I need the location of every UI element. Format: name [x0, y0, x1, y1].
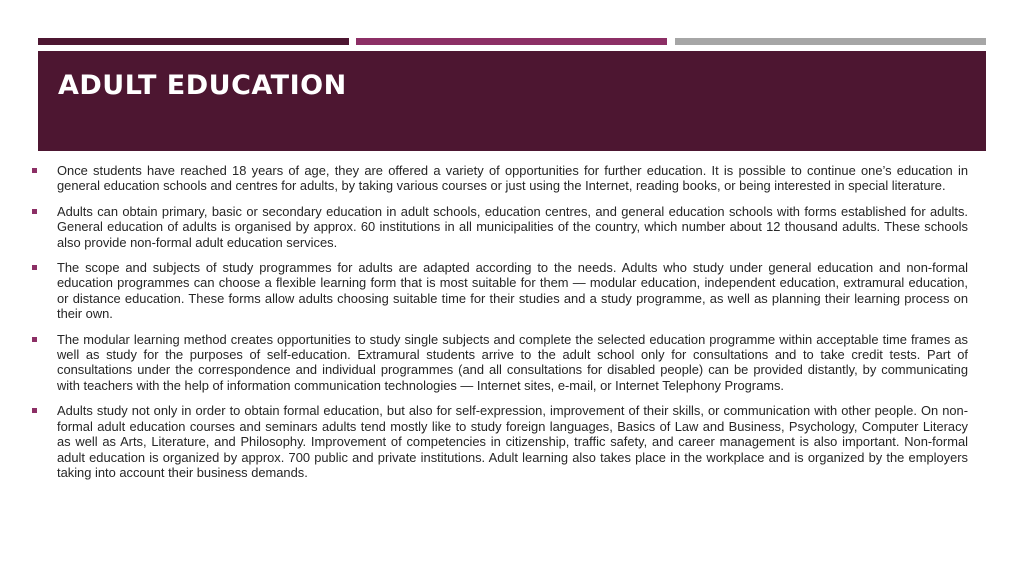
bullet-list: [30, 163, 968, 490]
square-bullet-icon: [32, 337, 37, 342]
bullet-text: The scope and subjects of study programmes for adults are adapted according to the needs. Adults who study under general education and non-formal education programmes can choose a flexible learning form that is most suitable for them — modular education, independent education, extramural education, or distance education. These forms allow adults choosing suitable time for their studies and a study programme, as well as planning their learning process on their own.: [57, 260, 968, 322]
bullet-text: Adults can obtain primary, basic or secondary education in adult schools, education centres, and general education schools with forms established for adults. General education of adults is organised by approx. 60 institutions in all municipalities of the country, which number about 12 thousand adults. These schools also provide non-formal adult education services.: [57, 203, 968, 250]
bullet-text: Once students have reached 18 years of age, they are offered a variety of opportunities for further education. It is possible to continue one’s education in general education schools and centres for adults, by taking various courses or just using the Internet, reading books, or being interested in special literature.: [57, 163, 968, 194]
square-bullet-icon: [32, 265, 37, 270]
bullet-item: [30, 204, 968, 250]
bullet-item: [30, 403, 968, 480]
slide-title: ADULT EDUCATION: [58, 70, 347, 101]
bullet-text: The modular learning method creates opportunities to study single subjects and complete the selected education programme within acceptable time frames as well as study for the purposes of self-education. Extramural students arrive to the adult school only for consultations and to take credit tests. Part of consultations under the correspondence and individual programmes (and all consultations for disabled people) can be provided distantly, by communicating with teachers with the help of information communication technologies — Internet sites, e-mail, or Internet Telephony Programs.: [57, 331, 968, 393]
bullet-item: [30, 163, 968, 194]
square-bullet-icon: [32, 209, 37, 214]
title-banner: [38, 51, 986, 151]
accent-bar-gray: [675, 38, 986, 45]
bullet-item: [30, 260, 968, 322]
accent-bar-dark: [38, 38, 349, 45]
square-bullet-icon: [32, 168, 37, 173]
bullet-text: Adults study not only in order to obtain formal education, but also for self-expression, improvement of their skills, or communication with other people. On non-formal adult education courses and seminars adults tend mostly like to study foreign languages, Basics of Law and Business, Psychology, Computer Literacy as well as Arts, Literature, and Philosophy. Improvement of competencies in citizenship, traffic safety, and career management is also important. Non-formal adult education is organized by approx. 700 public and private institutions. Adult learning also takes place in the workplace and is organized by the employers taking into account their business demands.: [57, 403, 968, 480]
bullet-item: [30, 332, 968, 394]
accent-bar-magenta: [356, 38, 667, 45]
square-bullet-icon: [32, 408, 37, 413]
